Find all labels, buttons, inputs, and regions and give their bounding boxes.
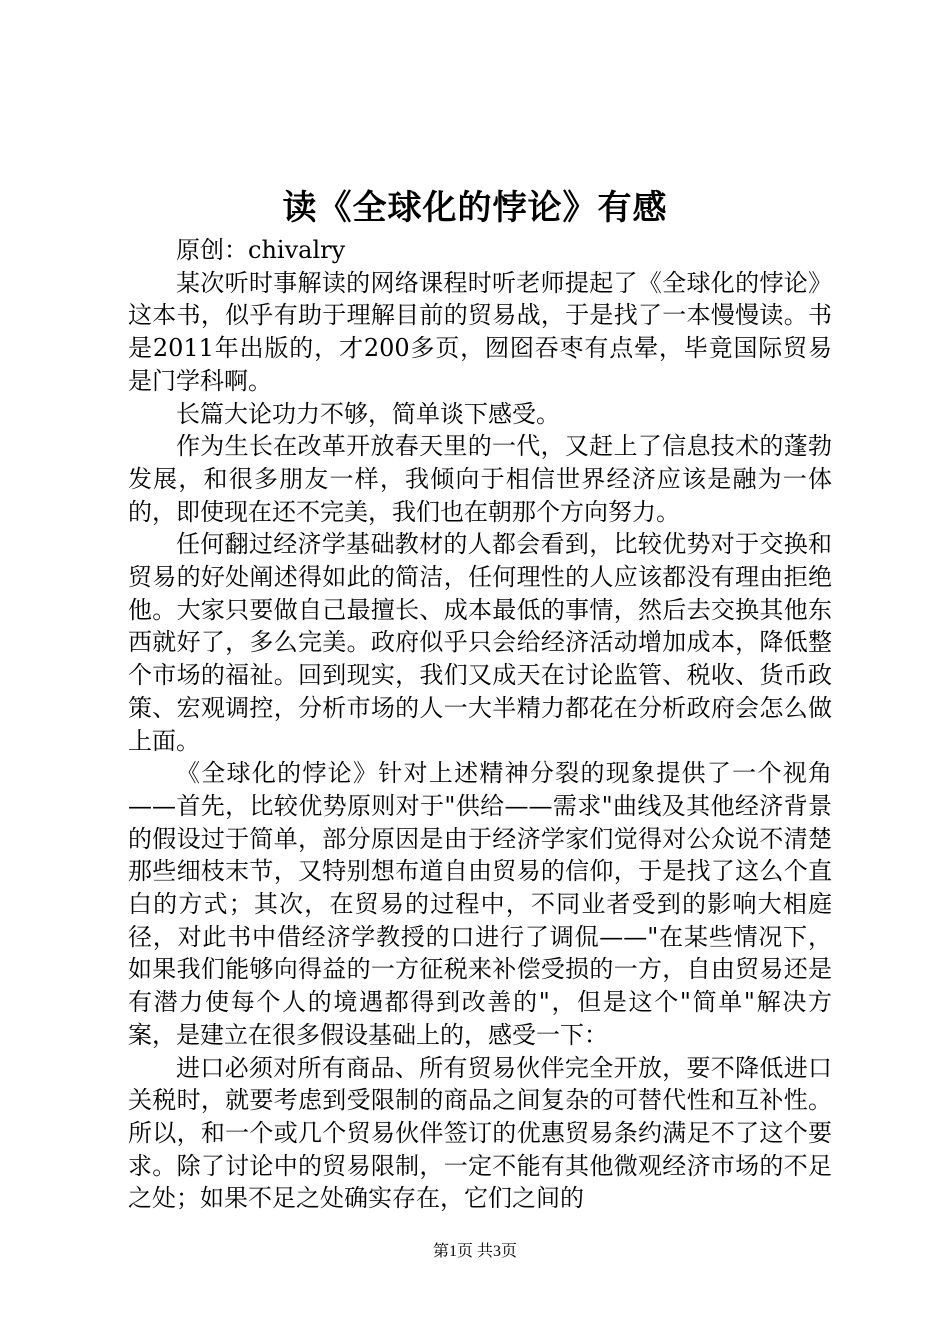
author-line: 原创：chivalry (176, 236, 346, 264)
paragraph: 长篇大论功力不够，简单谈下感受。 (176, 399, 560, 428)
paragraph: 作为生长在改革开放春天里的一代，又赶上了信息技术的蓬勃发展，和很多朋友一样，我倾向于相信世界经济应该是融为一体的，即使现在还不完美，我们也在朝那个方向努力。 (128, 432, 832, 526)
paragraph: 任何翻过经济学基础教材的人都会看到，比较优势对于交换和贸易的好处阐述得如此的简洁，任何理性的人应该都没有理由拒绝他。大家只要做自己最擅长、成本最低的事情，然后去交换其他东西就好了，多么完美。政府似乎只会给经济活动增加成本，降低整个市场的福祉。回到现实，我们又成天在讨论监管、税收、货币政策、宏观调控，分析市场的人一大半精力都花在分析政府会怎么做上面。 (128, 530, 832, 755)
page-number-footer: 第1页 共3页 (432, 1243, 517, 1260)
paragraph: 《全球化的悖论》针对上述精神分裂的现象提供了一个视角——首先，比较优势原则对于"供给——需求"曲线及其他经济背景的假设过于简单，部分原因是由于经济学家们觉得对公众说不清楚那些细枝末节，又特别想布道自由贸易的信仰，于是找了这么个直白的方式；其次，在贸易的过程中，不同业者受到的影响大相庭径，对此书中借经济学教授的口进行了调侃——"在某些情况下，如果我们能够向得益的一方征税来补偿受损的一方，自由贸易还是有潜力使每个人的境遇都得到改善的"，但是这个"简单"解决方案，是建立在很多假设基础上的，感受一下： (128, 759, 832, 1049)
document-title: 读《全球化的悖论》有感 (282, 188, 668, 228)
document-body (128, 234, 832, 1215)
paragraph: 进口必须对所有商品、所有贸易伙伴完全开放，要不降低进口关税时，就要考虑到受限制的商品之间复杂的可替代性和互补性。所以，和一个或几个贸易伙伴签订的优惠贸易条约满足不了这个要求。除了讨论中的贸易限制，一定不能有其他微观经济市场的不足之处；如果不足之处确实存在，它们之间的 (128, 1053, 832, 1213)
paragraph: 某次听时事解读的网络课程时听老师提起了《全球化的悖论》这本书，似乎有助于理解目前的贸易战，于是找了一本慢慢读。书是2011年出版的，才200多页，囫囵吞枣有点晕，毕竟国际贸易是门学科啊。 (128, 268, 832, 395)
